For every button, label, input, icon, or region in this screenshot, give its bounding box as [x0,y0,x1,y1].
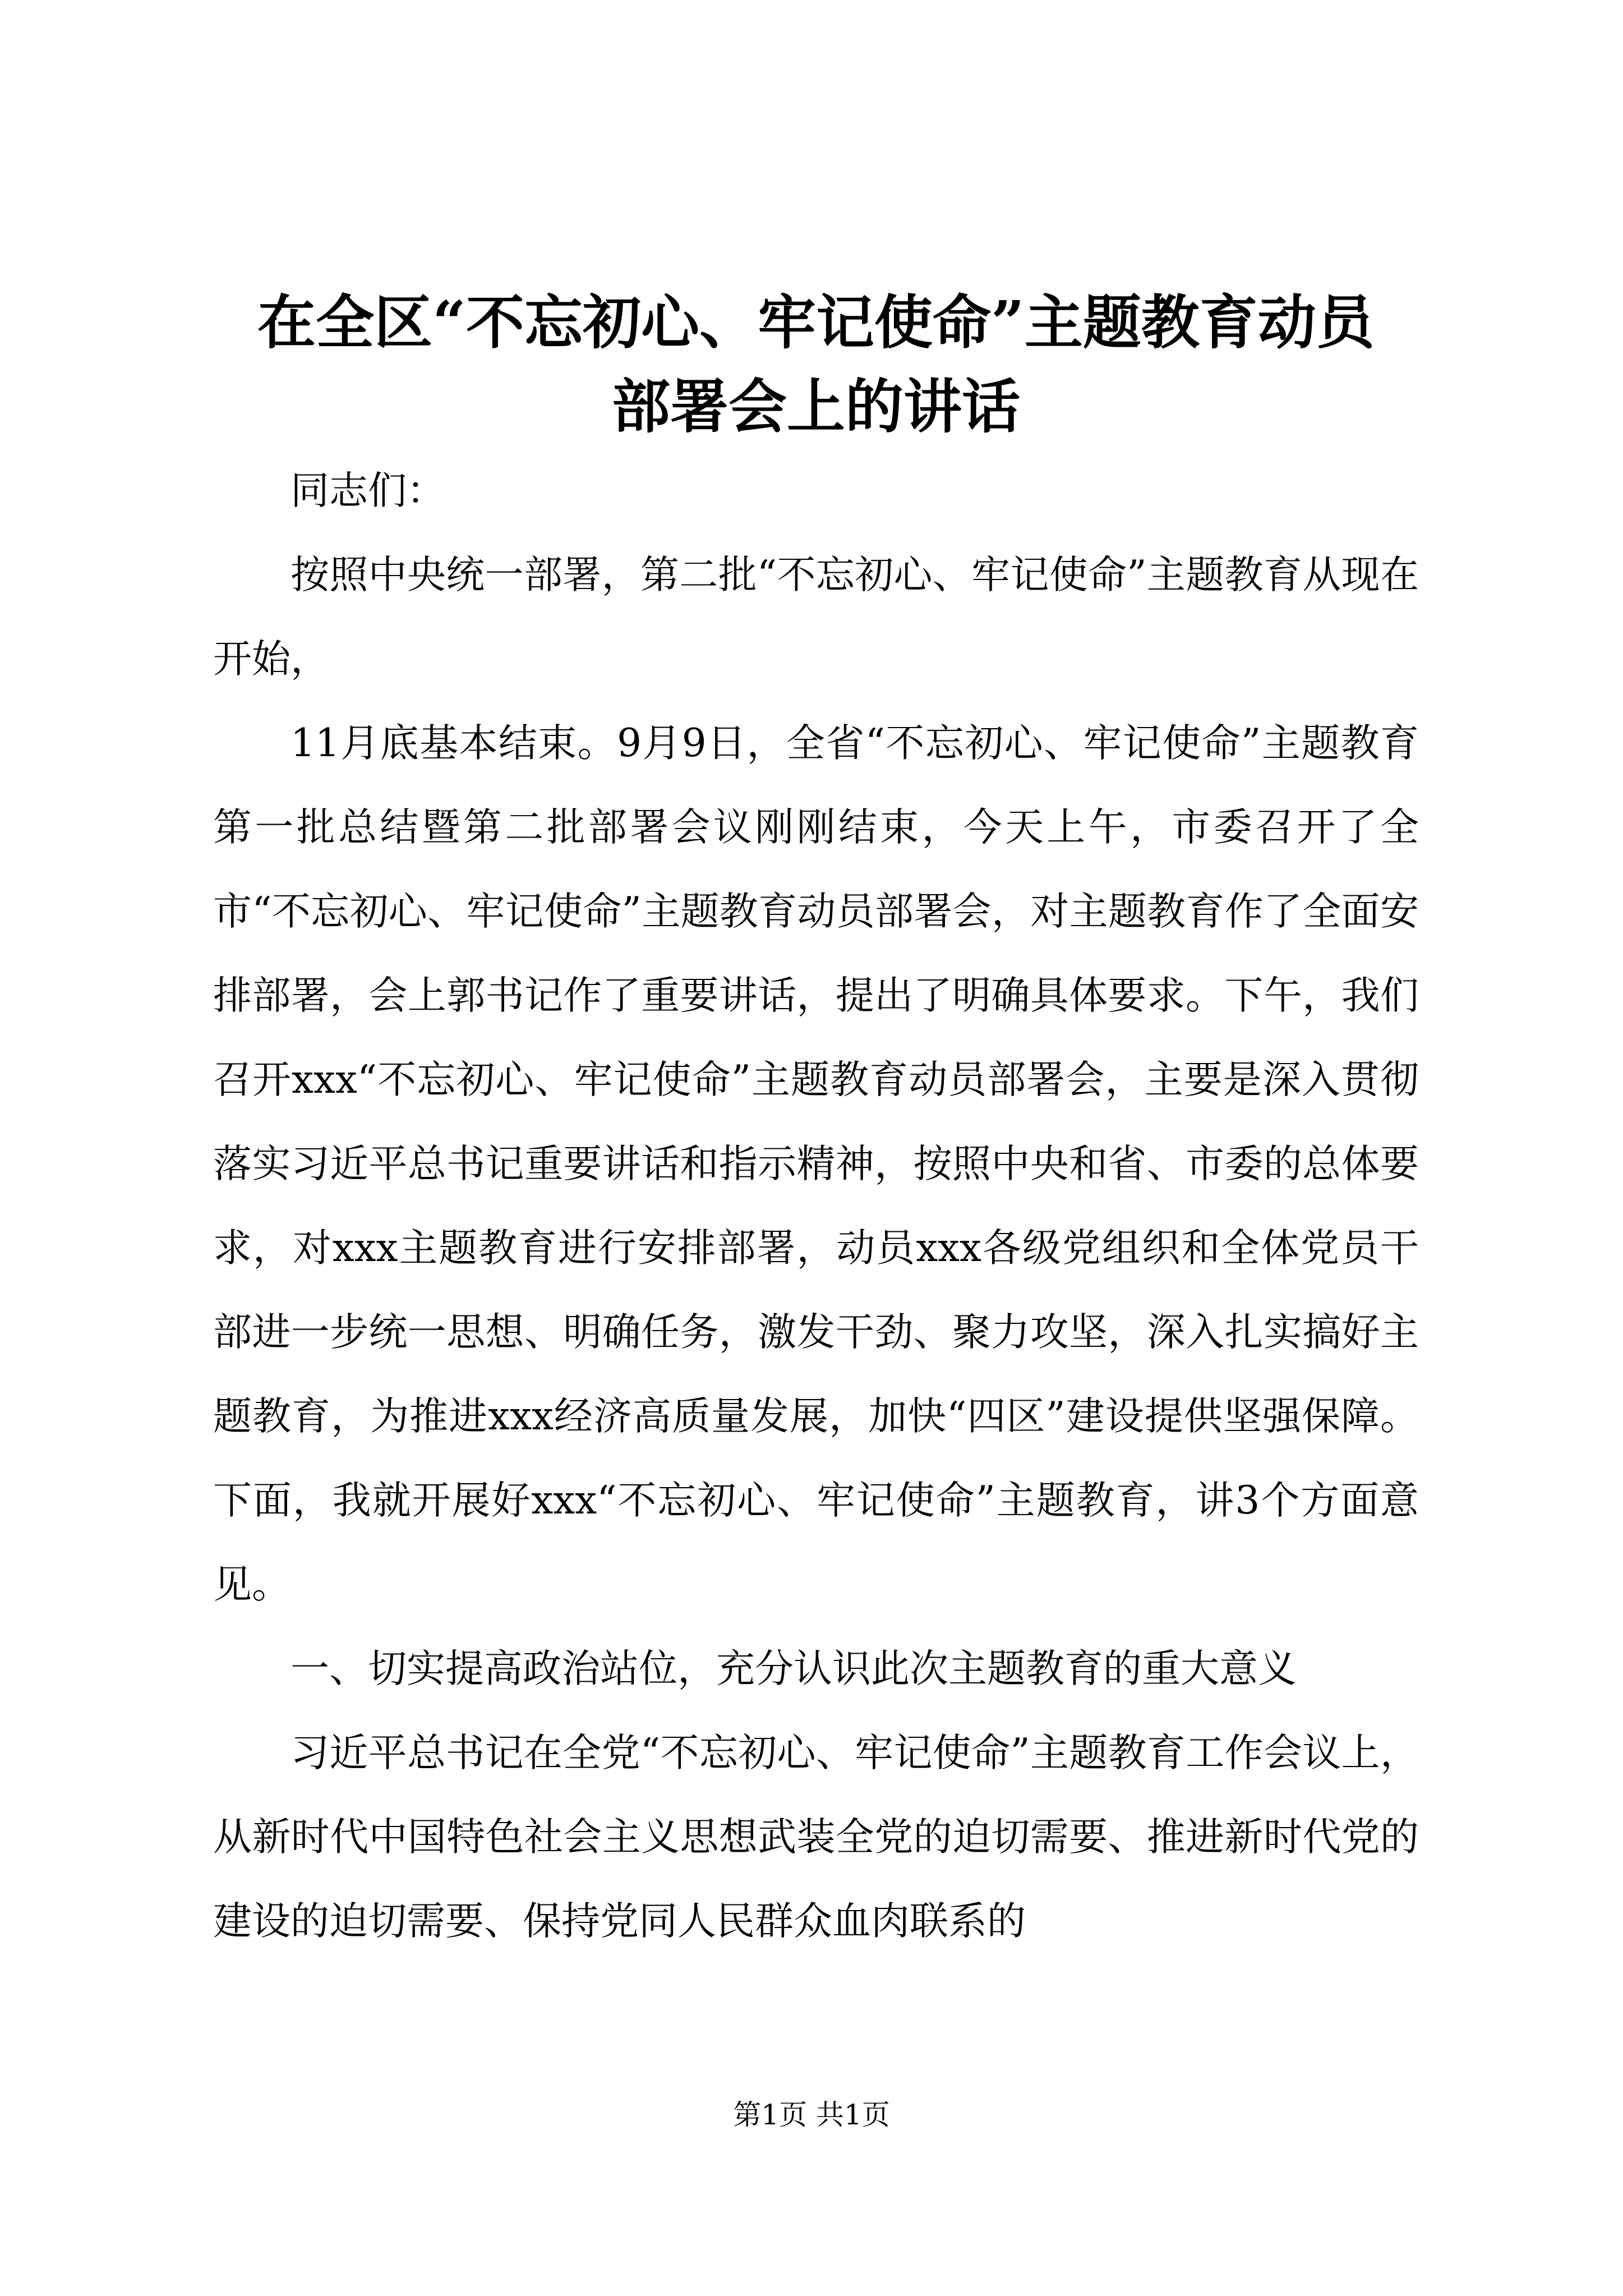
document-title [213,280,1419,449]
section-heading-1: 一、切实提高政治站位，充分认识此次主题教育的重大意义 [291,1646,1297,1691]
title-line-1: 在全区“不忘初心、牢记使命”主题教育动员 [257,288,1375,357]
title-line-2: 部署会上的讲话 [611,372,1020,441]
salutation: 同志们： [291,468,445,513]
paragraph-1: 按照中央统一部署，第二批“不忘初心、牢记使命”主题教育从现在开始， [213,553,1419,682]
document-body [213,449,1419,1963]
paragraph-2: 11月底基本结束。9月9日，全省“不忘初心、牢记使命”主题教育第一批总结暨第二批部署会议刚刚结束，今天上午，市委召开了全市“不忘初心、牢记使命”主题教育动员部署会，对主题教育作了全面安排部署，会上郭书记作了重要讲话，提出了明确具体要求。下午，我们召开xxx“不忘初心、牢记使命”主题教育动员部署会，主要是深入贯彻落实习近平总书记重要讲话和指示精神，按照中央和省、市委的总体要求，对xxx主题教育进行安排部署，动员xxx各级党组织和全体党员干部进一步统一思想、明确任务，激发干劲、聚力攻坚，深入扎实搞好主题教育，为推进xxx经济高质量发展，加快“四区”建设提供坚强保障。下面，我就开展好xxx“不忘初心、牢记使命”主题教育，讲3个方面意见。 [213,721,1419,1607]
paragraph-3: 习近平总书记在全党“不忘初心、牢记使命”主题教育工作会议上，从新时代中国特色社会主义思想武装全党的迫切需要、推进新时代党的建设的迫切需要、保持党同人民群众血肉联系的 [213,1731,1419,1944]
page-footer: 第1页 共1页 [733,2099,890,2131]
